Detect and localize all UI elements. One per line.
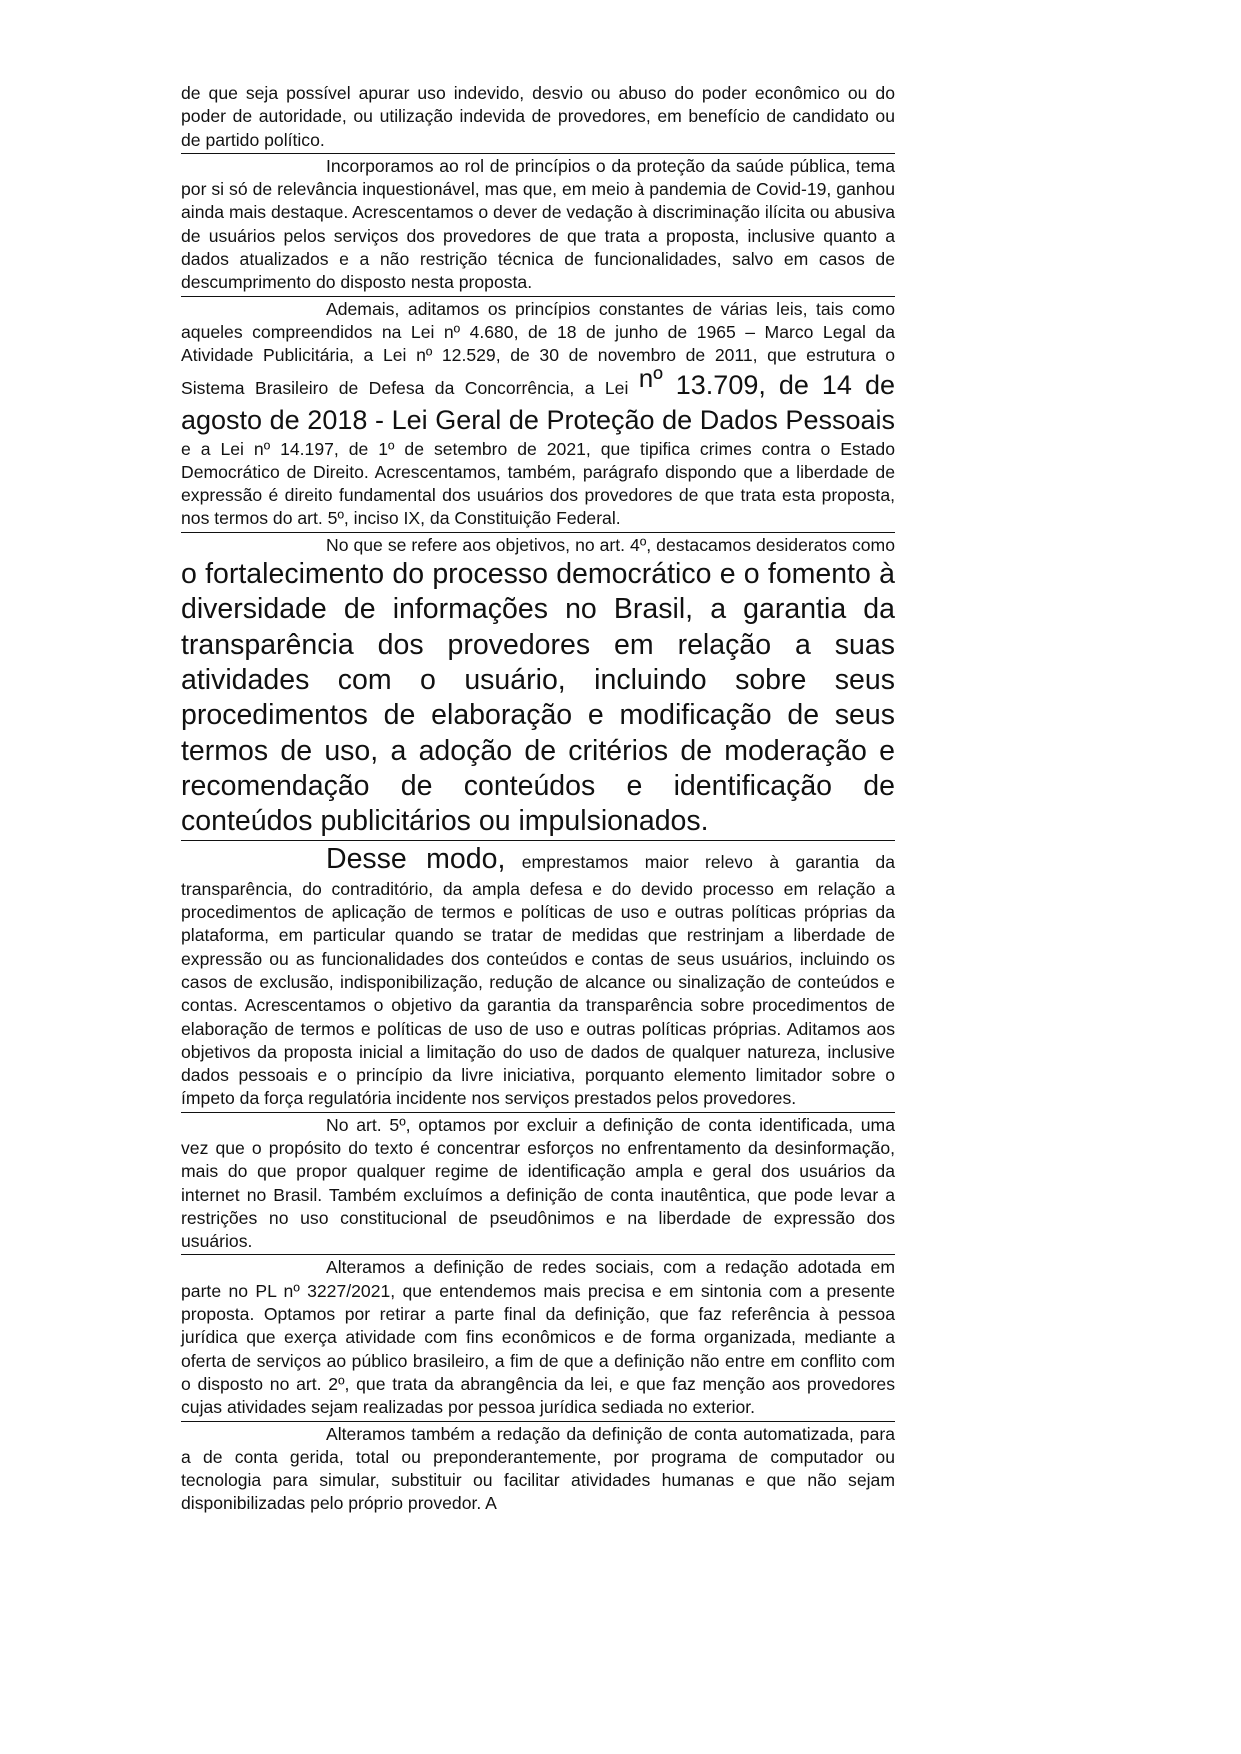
paragraph-6	[181, 1114, 895, 1256]
paragraph-3-superscript: nº	[638, 362, 663, 393]
paragraph-4-large-text: o fortalecimento do processo democrático e o fomento à diversidade de informações no Brasil, a garantia da transparência dos provedores em relação a suas atividades com o usuário, incluindo sobre seus procedimentos de elaboração e modificação de seus termos de uso, a adoção de critérios de moderação e recomendação de conteúdos e identificação de conteúdos publicitários ou impulsionados.	[181, 558, 895, 838]
paragraph-8	[181, 1423, 895, 1517]
paragraph-3-text-b: e a Lei nº 14.197, de 1º de setembro de 2021, que tipifica crimes contra o Estado Democrático de Direito. Acrescentamos, também, parágrafo dispondo que a liberdade de expressão é direito fundamental dos usuários dos provedores de que trata esta proposta, nos termos do art. 5º, inciso IX, da Constituição Federal.	[181, 438, 895, 529]
paragraph-3	[181, 298, 895, 533]
paragraph-7-text: Alteramos a definição de redes sociais, com a redação adotada em parte no PL nº 3227/2021, que entendemos mais precisa e em sintonia com a presente proposta. Optamos por retirar a parte final da definição, que faz referência à pessoa jurídica que exerça atividade com fins econômicos e de forma organizada, mediante a oferta de serviços ao público brasileiro, a fim de que a definição não entre em conflito com o disposto no art. 2º, que trata da abrangência da lei, e que faz menção aos provedores cujas atividades sejam realizadas por pessoa jurídica sediada no exterior.	[181, 1257, 895, 1418]
document-page	[181, 82, 895, 1517]
paragraph-6-text: No art. 5º, optamos por excluir a definição de conta identificada, uma vez que o propósito do texto é concentrar esforços no enfrentamento da desinformação, mais do que propor qualquer regime de identificação ampla e geral dos usuários da internet no Brasil. Também excluímos a definição de conta inautêntica, que pode levar a restrições no uso constitucional de pseudônimos e na liberdade de expressão dos usuários.	[181, 1114, 895, 1252]
paragraph-5	[181, 842, 895, 1112]
paragraph-2	[181, 155, 895, 297]
paragraph-7	[181, 1256, 895, 1421]
paragraph-5-large-text: Desse modo,	[326, 843, 506, 876]
paragraph-5-text: emprestamos maior relevo à garantia da transparência, do contraditório, da ampla defesa e do devido processo em relação a procedimentos de aplicação de termos e políticas de uso e outras políticas próprias da plataforma, em particular quando se tratar de medidas que restrinjam a liberdade de expressão ou as funcionalidades dos conteúdos e contas de seus usuários, incluindo os casos de exclusão, indisponibilização, redução de alcance ou sinalização de conteúdos e contas. Acrescentamos o objetivo da garantia da transparência sobre procedimentos de elaboração de termos e políticas de uso de uso e outras políticas próprias. Aditamos aos objetivos da proposta inicial a limitação do uso de dados de qualquer natureza, inclusive dados pessoais e o princípio da livre iniciativa, porquanto elemento limitador sobre o ímpeto da força regulatória incidente nos serviços prestados pelos provedores.	[181, 852, 895, 1109]
paragraph-1	[181, 82, 895, 154]
paragraph-2-text: Incorporamos ao rol de princípios o da proteção da saúde pública, tema por si só de relevância inquestionável, mas que, em meio à pandemia de Covid-19, ganhou ainda mais destaque. Acrescentamos o dever de vedação à discriminação ilícita ou abusiva de usuários pelos serviços dos provedores de que trata a proposta, inclusive quanto a dados atualizados e a não restrição técnica de funcionalidades, salvo em casos de descumprimento do disposto nesta proposta.	[181, 155, 895, 293]
paragraph-8-text: Alteramos também a redação da definição de conta automatizada, para a de conta gerida, total ou preponderantemente, por programa de computador ou tecnologia para simular, substituir ou facilitar atividades humanas e que não sejam disponibilizadas pelo próprio provedor. A	[181, 1423, 895, 1514]
paragraph-1-text: de que seja possível apurar uso indevido, desvio ou abuso do poder econômico ou do poder de autoridade, ou utilização indevida de provedores, em benefício de candidato ou de partido político.	[181, 83, 895, 150]
paragraph-4-text-a: No que se refere aos objetivos, no art. 4º, destacamos desideratos como	[326, 534, 895, 555]
paragraph-4	[181, 534, 895, 842]
paragraph-3-text-a: Ademais, aditamos os princípios constantes de várias leis, tais como aqueles compreendidos na Lei nº 4.680, de 18 de junho de 1965 – Marco Legal da Atividade Publicitária, a Lei nº 12.529, de 30 de novembro de 2011, que estrutura o Sistema Brasileiro de Defesa da Concorrência, a Lei	[181, 298, 895, 398]
paragraph-3-large-text: 13.709, de 14 de agosto de 2018 - Lei Geral de Proteção de Dados Pessoais	[181, 369, 895, 435]
